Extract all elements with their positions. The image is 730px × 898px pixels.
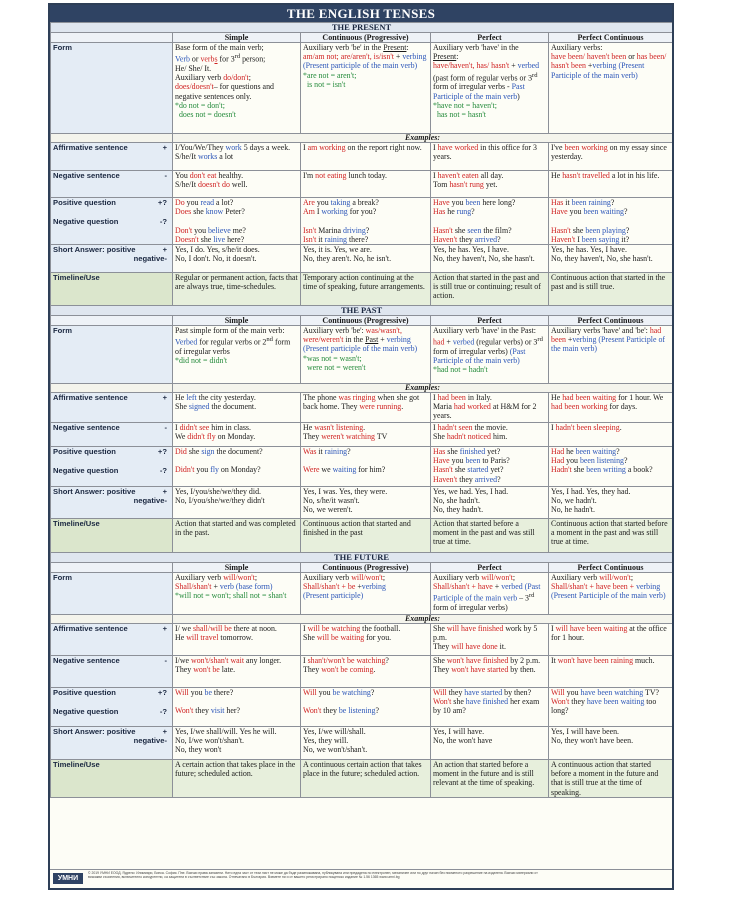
examples-label: Examples: xyxy=(173,615,673,624)
sign-mark: - xyxy=(164,423,167,433)
sign-mark: + xyxy=(162,624,167,634)
tense-cell: He had been waiting for 1 hour. We had been working for days. xyxy=(549,393,673,423)
section-heading-past xyxy=(51,306,673,316)
row-label-text: Negative question xyxy=(53,707,119,717)
tense-cell: She won't have finished by 2 p.m. They won't have started by then. xyxy=(431,656,549,688)
present-affirmative-row xyxy=(51,143,673,171)
section-title: THE PRESENT xyxy=(51,23,673,33)
tense-cell: Past simple form of the main verb: Verbed for regular verbs or 2nd form of irregular verbs *did not = didn't xyxy=(173,326,301,384)
tense-cell: Had he been waiting? Had you been listening? Hadn't she been writing a book? xyxy=(549,447,673,487)
row-label xyxy=(51,326,173,384)
tense-cell: Will they have started by then? Won't she have finished her exam by 10 am? xyxy=(431,688,549,727)
row-label xyxy=(51,393,173,423)
row-label xyxy=(51,727,173,760)
row-label-text: Timeline/Use xyxy=(53,760,100,770)
row-label-text: Negative sentence xyxy=(53,423,120,433)
examples-row xyxy=(51,134,673,143)
future-timeline-row xyxy=(51,760,673,798)
column-header: Continuous (Progressive) xyxy=(301,33,431,43)
sign-mark: + xyxy=(162,143,167,152)
tense-cell: I hadn't been sleeping. xyxy=(549,423,673,447)
row-label xyxy=(51,487,173,519)
sign-mark: -? xyxy=(159,707,167,717)
tense-cell: Has it been raining? Have you been waiting? Hasn't she been playing? Haven't I been saying it? xyxy=(549,198,673,245)
row-label-text: Affirmative sentence xyxy=(53,624,128,634)
tense-cell: He left the city yesterday. She signed the document. xyxy=(173,393,301,423)
row-label-text: Affirmative sentence xyxy=(53,143,128,152)
tenses-table xyxy=(50,22,673,798)
tense-cell: Auxiliary verb will/won't; Shall/shan't + be +verbing (Present participle) xyxy=(301,573,431,615)
row-label-text: Timeline/Use xyxy=(53,519,100,529)
tense-cell: An action that started before a moment in the future and is still relevant at the time of speaking. xyxy=(431,760,549,798)
tense-cell: Auxiliary verbs: have been/ haven't been or has been/ hasn't been +verbing (Present Participle of the main verb) xyxy=(549,43,673,134)
sign-mark: - xyxy=(164,736,167,746)
tense-cell: Auxiliary verbs 'have' and 'be': had been +verbing (Present Participle of the main verb) xyxy=(549,326,673,384)
row-label xyxy=(51,245,173,273)
present-timeline-row xyxy=(51,273,673,306)
tense-cell: Was it raining? Were we waiting for him? xyxy=(301,447,431,487)
present-short-answer-row xyxy=(51,245,673,273)
tense-cell: Yes, it is. Yes, we are. No, they aren't. No, he isn't. xyxy=(301,245,431,273)
section-heading-future xyxy=(51,553,673,563)
tense-cell: He hasn't travelled a lot in his life. xyxy=(549,171,673,198)
past-timeline-row xyxy=(51,519,673,553)
tense-cell: Has she finished yet? Have you been to Paris? Hasn't she started yet? Haven't they arrived? xyxy=(431,447,549,487)
examples-empty xyxy=(51,615,173,624)
tenses-chart xyxy=(48,3,674,890)
tense-cell: I've been working on my essay since yesterday. xyxy=(549,143,673,171)
header-empty xyxy=(51,33,173,43)
tense-cell: Temporary action continuing at the time of speaking, future arrangements. xyxy=(301,273,431,306)
tense-cell: She will have finished work by 5 p.m. They will have done it. xyxy=(431,624,549,656)
publisher-logo: УМНИ xyxy=(53,873,83,884)
column-header: Perfect Continuous xyxy=(549,33,673,43)
tense-cell: Yes, I was. Yes, they were. No, s/he/it wasn't. No, we weren't. xyxy=(301,487,431,519)
row-label-text: Positive question xyxy=(53,198,116,207)
row-label-text: Positive question xyxy=(53,447,116,457)
row-label xyxy=(51,760,173,798)
tense-cell: Action that started in the past and is still true or continuing; result of action. xyxy=(431,273,549,306)
row-label-text: Positive question xyxy=(53,688,116,698)
tense-cell: The phone was ringing when she got back home. They were running. xyxy=(301,393,431,423)
future-form-row xyxy=(51,573,673,615)
row-label-text: Short Answer: positive xyxy=(53,487,136,497)
tense-cell: Will you be there? Won't they visit her? xyxy=(173,688,301,727)
row-label-text: Short Answer: positive xyxy=(53,727,136,737)
tense-cell: Will you have been watching TV? Won't they have been waiting too long? xyxy=(549,688,673,727)
tense-cell: Auxiliary verb will/won't; Shall/shan't + verb (base form) *will not = won't; shall not = shan't xyxy=(173,573,301,615)
future-negative-row xyxy=(51,656,673,688)
tense-cell: Auxiliary verb 'be' in the Present: am/am not; are/aren't, is/isn't + verbing (Present participle of the main verb) *are not = aren't; is not = isn't xyxy=(301,43,431,134)
tense-cell: Auxiliary verb 'have' in the Present: have/haven't, has/ hasn't + verbed (past form of regular verbs or 3rd form of irregular verbs - Past Participle of the main verb) *have not = haven't; has not = hasn't xyxy=(431,43,549,134)
tense-cell: I had been in Italy. Maria had worked at H&M for 2 years. xyxy=(431,393,549,423)
tense-cell: I will have been waiting at the office for 1 hour. xyxy=(549,624,673,656)
column-header: Simple xyxy=(173,316,301,326)
sign-mark: +? xyxy=(157,447,167,457)
column-header-row xyxy=(51,316,673,326)
tense-cell: Yes, I will have been. No, they won't have been. xyxy=(549,727,673,760)
row-label-text: Negative sentence xyxy=(53,171,120,180)
row-label xyxy=(51,573,173,615)
tense-cell: I/You/We/They work 5 days a week. S/he/It works a lot xyxy=(173,143,301,171)
past-negative-row xyxy=(51,423,673,447)
tense-cell: I/we won't/shan't wait any longer. They won't be late. xyxy=(173,656,301,688)
sign-mark: + xyxy=(162,487,167,497)
tense-cell: Action that started and was completed in the past. xyxy=(173,519,301,553)
section-heading-present xyxy=(51,23,673,33)
future-short-answer-row xyxy=(51,727,673,760)
tense-cell: Will you be watching? Won't they be listening? xyxy=(301,688,431,727)
past-form-row xyxy=(51,326,673,384)
row-label-text: Negative question xyxy=(53,466,119,476)
tense-cell: Yes, we had. Yes, I had. No, she hadn't. No, they hadn't. xyxy=(431,487,549,519)
footer xyxy=(50,869,672,888)
column-header: Simple xyxy=(173,563,301,573)
tense-cell: Regular or permanent action, facts that are always true, time-schedules. xyxy=(173,273,301,306)
sign-mark: +? xyxy=(157,198,167,207)
section-title: THE PAST xyxy=(51,306,673,316)
column-header: Perfect Continuous xyxy=(549,316,673,326)
column-header-row xyxy=(51,563,673,573)
present-form-row xyxy=(51,43,673,134)
row-label xyxy=(51,198,173,245)
tense-cell: Yes, he has. Yes, I have. No, they haven't, No, she hasn't. xyxy=(549,245,673,273)
column-header-row xyxy=(51,33,673,43)
column-header: Perfect Continuous xyxy=(549,563,673,573)
tense-cell: I have worked in this office for 3 years. xyxy=(431,143,549,171)
examples-row xyxy=(51,384,673,393)
tense-cell: A continuous action that started before a moment in the future and that is still true at the time of speaking. xyxy=(549,760,673,798)
sign-mark: -? xyxy=(159,466,167,476)
tense-cell: A certain action that takes place in the future; scheduled action. xyxy=(173,760,301,798)
row-label-text: Form xyxy=(53,43,72,52)
row-label-text: Negative sentence xyxy=(53,656,120,666)
tense-cell: It won't have been raining much. xyxy=(549,656,673,688)
header-empty xyxy=(51,563,173,573)
row-label xyxy=(51,519,173,553)
row-label xyxy=(51,423,173,447)
tense-cell: I will be watching the football. She will be waiting for you. xyxy=(301,624,431,656)
tense-cell: You don't eat healthy. S/he/It doesn't do well. xyxy=(173,171,301,198)
row-label-text: Timeline/Use xyxy=(53,273,100,283)
column-header: Continuous (Progressive) xyxy=(301,563,431,573)
tense-cell: I am working on the report right now. xyxy=(301,143,431,171)
header-empty xyxy=(51,316,173,326)
future-affirmative-row xyxy=(51,624,673,656)
column-header: Perfect xyxy=(431,316,549,326)
tense-cell: Yes, I/we will/shall. Yes, they will. No, we won't/shan't. xyxy=(301,727,431,760)
past-affirmative-row xyxy=(51,393,673,423)
row-label-text: Affirmative sentence xyxy=(53,393,128,403)
sign-mark: + xyxy=(162,245,167,255)
tense-cell: A continuous certain action that takes place in the future; scheduled action. xyxy=(301,760,431,798)
examples-label: Examples: xyxy=(173,134,673,143)
tense-cell: Yes, I will have. No, the won't have xyxy=(431,727,549,760)
sign-mark: +? xyxy=(157,688,167,698)
tense-cell: Auxiliary verb will/won't; Shall/shan't + have been + verbing (Present Participle of the main verb) xyxy=(549,573,673,615)
tense-cell: He wasn't listening. They weren't watching TV xyxy=(301,423,431,447)
row-label-text: negative xyxy=(133,496,165,506)
tense-cell: Auxiliary verb 'be': was/wasn't, were/weren't in the Past + verbing (Present participle of the main verb) *was not = wasn't; were not = weren't xyxy=(301,326,431,384)
tense-cell: Do you read a lot? Does she know Peter? Don't you believe me? Doesn't she live here? xyxy=(173,198,301,245)
tense-cell: Auxiliary verb will/won't; Shall/shan't + have + verbed (Past Participle of the main verb – 3rd form of irregular verbs) xyxy=(431,573,549,615)
row-label xyxy=(51,688,173,727)
present-negative-row xyxy=(51,171,673,198)
future-question-row xyxy=(51,688,673,727)
past-question-row xyxy=(51,447,673,487)
tense-cell: I hadn't seen the movie. She hadn't noticed him. xyxy=(431,423,549,447)
tense-cell: Have you been here long? Has he rung? Hasn't she seen the film? Haven't they arrived? xyxy=(431,198,549,245)
tense-cell: I/ we shall/will be there at noon. He will travel tomorrow. xyxy=(173,624,301,656)
sign-mark: - xyxy=(164,171,167,180)
sign-mark: + xyxy=(162,393,167,403)
examples-label: Examples: xyxy=(173,384,673,393)
page-title: THE ENGLISH TENSES xyxy=(50,5,672,22)
tense-cell: Are you taking a break? Am I working for you? Isn't Marina driving? Isn't it raining there? xyxy=(301,198,431,245)
row-label xyxy=(51,656,173,688)
sign-mark: - xyxy=(164,656,167,666)
examples-row xyxy=(51,615,673,624)
row-label-text: Short Answer: positive xyxy=(53,245,136,255)
tense-cell: Base form of the main verb; Verb or verbs for 3rd person; He/ She/ It. Auxiliary verb do/don't; does/doesn't– for questions and negative sentences only. *do not = don't; does not = doesn't xyxy=(173,43,301,134)
tense-cell: Yes, I/you/she/we/they did. No, I/you/she/we/they didn't xyxy=(173,487,301,519)
past-short-answer-row xyxy=(51,487,673,519)
tense-cell: Yes, I/we shall/will. Yes he will. No, I/we won't/shan't. No, they won't xyxy=(173,727,301,760)
row-label xyxy=(51,273,173,306)
tense-cell: Continuous action that started in the past and is still true. xyxy=(549,273,673,306)
tense-cell: I didn't see him in class. We didn't fly on Monday. xyxy=(173,423,301,447)
row-label xyxy=(51,43,173,134)
row-label xyxy=(51,143,173,171)
tense-cell: Did she sign the document? Didn't you fly on Monday? xyxy=(173,447,301,487)
column-header: Perfect xyxy=(431,563,549,573)
row-label-text: negative xyxy=(133,254,165,264)
column-header: Perfect xyxy=(431,33,549,43)
copyright-note: © 2019 УМНИ ЕООД. Ядрено: Илимиари, Бинка. София. Пне. Всички права запазени. Нито една част от тези лист не може да бъде размножавана, публикувана или предадена по електронен, механичен или по друг начин без писменото разрешение на издателя. Всички материали от всякакви съчинения, включително конкурентни, са защитени в съответствие със закона. Отпечатано в България. Вземете ни и от вашето регистрирано пощенско издание № 1.56 1365 www.umni.bg xyxy=(88,871,538,879)
tense-cell: Auxiliary verb 'have' in the Past: had + verbed (regular verbs) or 3rd form of irregular verbs) (Past Participle of the main verb) *had not = hadn't xyxy=(431,326,549,384)
row-label-text: Form xyxy=(53,326,72,336)
row-label-text: negative xyxy=(133,736,165,746)
tense-cell: I haven't eaten all day. Tom hasn't rung yet. xyxy=(431,171,549,198)
tense-cell: I'm not eating lunch today. xyxy=(301,171,431,198)
examples-empty xyxy=(51,134,173,143)
row-label xyxy=(51,447,173,487)
tense-cell: Action that started before a moment in the past and was still true at time. xyxy=(431,519,549,553)
section-title: THE FUTURE xyxy=(51,553,673,563)
row-label-text: Negative question xyxy=(53,217,119,227)
tense-cell: Yes, I do. Yes, s/he/it does. No, I don't. No, it doesn't. xyxy=(173,245,301,273)
sign-mark: -? xyxy=(159,217,167,227)
tense-cell: Continuous action that started before a moment in the past and was still true at time. xyxy=(549,519,673,553)
present-question-row xyxy=(51,198,673,245)
examples-empty xyxy=(51,384,173,393)
tense-cell: I shan't/won't be watching? They won't be coming. xyxy=(301,656,431,688)
row-label xyxy=(51,171,173,198)
row-label xyxy=(51,624,173,656)
sign-mark: + xyxy=(162,727,167,737)
tense-cell: Continuous action that started and finished in the past xyxy=(301,519,431,553)
column-header: Continuous (Progressive) xyxy=(301,316,431,326)
tense-cell: Yes, he has. Yes, I have. No, they haven't, No, she hasn't. xyxy=(431,245,549,273)
sign-mark: - xyxy=(164,496,167,506)
row-label-text: Form xyxy=(53,573,72,583)
sign-mark: - xyxy=(164,254,167,264)
tense-cell: Yes, I had. Yes, they had. No, we hadn't. No, he hadn't. xyxy=(549,487,673,519)
column-header: Simple xyxy=(173,33,301,43)
